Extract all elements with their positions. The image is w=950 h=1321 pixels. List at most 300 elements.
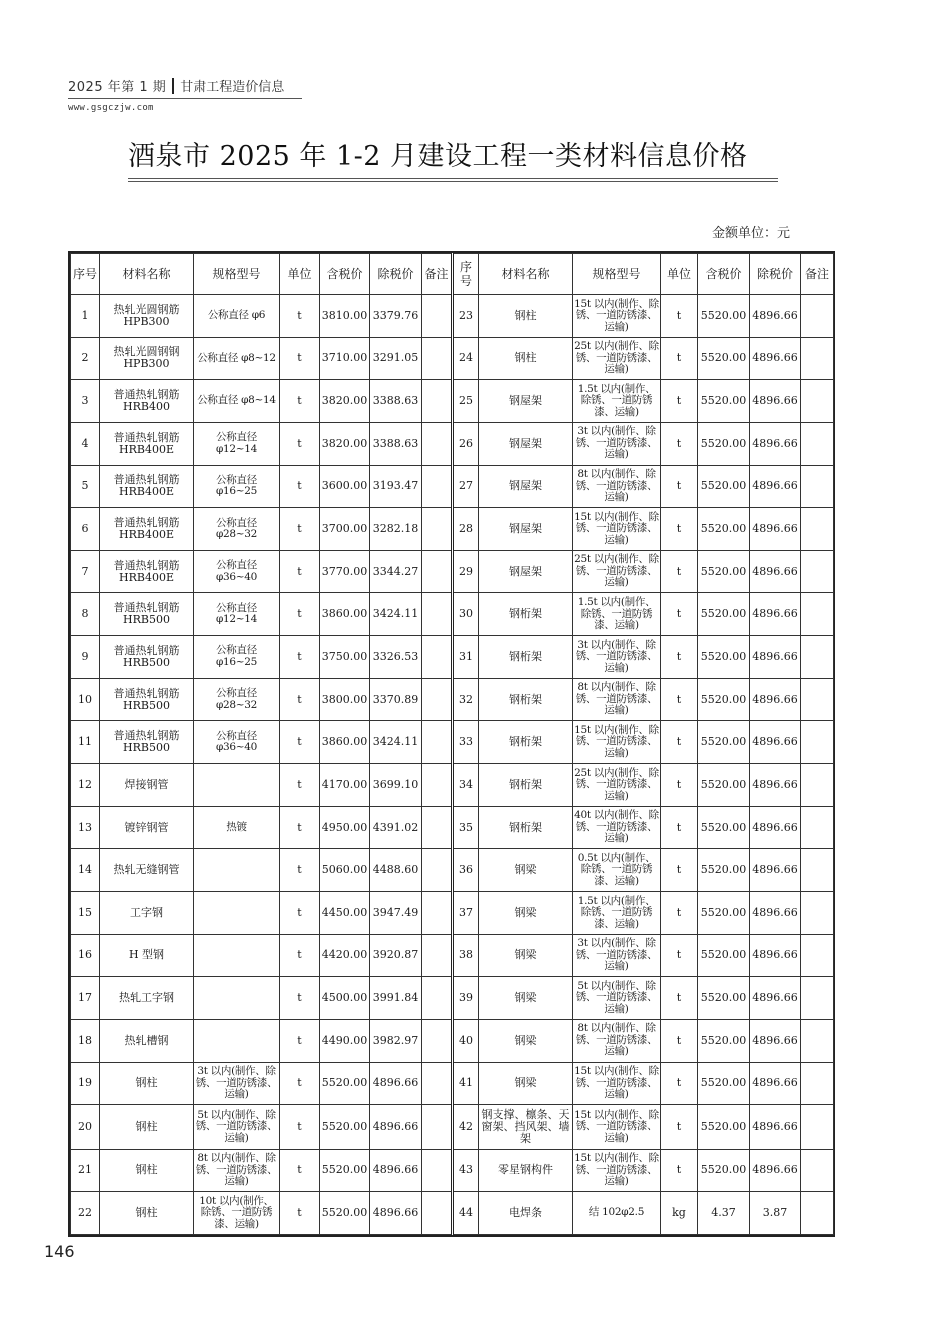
price-table [70, 253, 834, 1235]
note-cell [422, 295, 453, 338]
tax-incl-cell: 3600.00 [320, 465, 370, 508]
unit-cell: t [280, 550, 320, 593]
spec-cell: 公称直径 φ16~25 [194, 636, 280, 679]
tax-incl-cell: 4420.00 [320, 934, 370, 977]
tax-excl-cell: 4391.02 [370, 806, 422, 849]
tax-excl-cell: 3699.10 [370, 764, 422, 807]
seq-cell: 18 [71, 1019, 100, 1062]
tax-incl-cell-right: 5520.00 [698, 380, 750, 423]
header-tax-excl-right: 除税价 [750, 254, 801, 295]
tax-incl-cell: 4500.00 [320, 977, 370, 1020]
seq-cell-right: 27 [453, 465, 479, 508]
tax-excl-cell-right: 4896.66 [750, 977, 801, 1020]
spec-cell-right: 1.5t 以内(制作、除锈、一道防锈漆、运输) [573, 593, 661, 636]
table-row [71, 934, 834, 977]
tax-excl-cell: 3424.11 [370, 721, 422, 764]
name-cell: 普通热轧钢筋 HRB400E [100, 465, 194, 508]
tax-excl-cell: 3388.63 [370, 380, 422, 423]
tax-excl-cell-right: 4896.66 [750, 764, 801, 807]
seq-cell: 7 [71, 550, 100, 593]
unit-cell: t [280, 764, 320, 807]
tax-incl-cell: 4950.00 [320, 806, 370, 849]
tax-excl-cell-right: 4896.66 [750, 1062, 801, 1105]
title-underline [128, 178, 778, 179]
note-cell [422, 636, 453, 679]
tax-incl-cell-right: 5520.00 [698, 721, 750, 764]
name-cell: 钢柱 [100, 1062, 194, 1105]
seq-cell: 13 [71, 806, 100, 849]
tax-incl-cell: 5520.00 [320, 1149, 370, 1192]
price-table-container [68, 251, 835, 1237]
spec-cell: 公称直径 φ12~14 [194, 593, 280, 636]
spec-cell-right: 8t 以内(制作、除锈、一道防锈漆、运输) [573, 465, 661, 508]
spec-cell: 公称直径 φ8~14 [194, 380, 280, 423]
note-cell-right [801, 934, 834, 977]
seq-cell: 4 [71, 422, 100, 465]
unit-cell-right: t [661, 806, 698, 849]
name-cell: 钢柱 [100, 1192, 194, 1235]
note-cell [422, 849, 453, 892]
tax-incl-cell: 3860.00 [320, 721, 370, 764]
name-cell-right: 钢桁架 [479, 721, 573, 764]
table-row [71, 764, 834, 807]
tax-incl-cell: 5520.00 [320, 1062, 370, 1105]
unit-cell: t [280, 678, 320, 721]
note-cell-right [801, 465, 834, 508]
tax-incl-cell-right: 5520.00 [698, 849, 750, 892]
unit-cell: t [280, 849, 320, 892]
spec-cell-right: 3t 以内(制作、除锈、一道防锈漆、运输) [573, 636, 661, 679]
spec-cell-right: 5t 以内(制作、除锈、一道防锈漆、运输) [573, 977, 661, 1020]
unit-cell: t [280, 1105, 320, 1149]
unit-cell-right: t [661, 891, 698, 934]
tax-excl-cell-right: 4896.66 [750, 380, 801, 423]
seq-cell-right: 43 [453, 1149, 479, 1192]
seq-cell: 3 [71, 380, 100, 423]
tax-excl-cell: 3291.05 [370, 337, 422, 380]
note-cell-right [801, 721, 834, 764]
seq-cell: 9 [71, 636, 100, 679]
note-cell [422, 934, 453, 977]
tax-incl-cell-right: 5520.00 [698, 295, 750, 338]
header-unit: 单位 [280, 254, 320, 295]
note-cell-right [801, 1062, 834, 1105]
seq-cell: 5 [71, 465, 100, 508]
name-cell: 热轧光圆钢钢 HPB300 [100, 337, 194, 380]
tax-excl-cell: 3388.63 [370, 422, 422, 465]
name-cell-right: 钢桁架 [479, 764, 573, 807]
tax-excl-cell: 3282.18 [370, 508, 422, 551]
tax-incl-cell-right: 5520.00 [698, 678, 750, 721]
name-cell-right: 钢梁 [479, 891, 573, 934]
tax-excl-cell-right: 4896.66 [750, 1105, 801, 1149]
spec-cell-right: 8t 以内(制作、除锈、一道防锈漆、运输) [573, 678, 661, 721]
tax-excl-cell-right: 4896.66 [750, 465, 801, 508]
header-name-right: 材料名称 [479, 254, 573, 295]
website-url: www.gsgczjw.com [68, 103, 154, 113]
name-cell-right: 钢桁架 [479, 636, 573, 679]
table-row [71, 422, 834, 465]
table-row [71, 849, 834, 892]
seq-cell-right: 23 [453, 295, 479, 338]
seq-cell-right: 30 [453, 593, 479, 636]
unit-cell-right: t [661, 1105, 698, 1149]
seq-cell-right: 40 [453, 1019, 479, 1062]
title-block [128, 140, 778, 182]
spec-cell-right: 15t 以内(制作、除锈、一道防锈漆、运输) [573, 1105, 661, 1149]
name-cell: 普通热轧钢筋 HRB500 [100, 721, 194, 764]
table-row [71, 508, 834, 551]
unit-cell: t [280, 465, 320, 508]
unit-cell-right: t [661, 550, 698, 593]
tax-incl-cell-right: 4.37 [698, 1192, 750, 1235]
tax-excl-cell-right: 4896.66 [750, 1149, 801, 1192]
table-row [71, 891, 834, 934]
unit-cell: t [280, 806, 320, 849]
note-cell-right [801, 380, 834, 423]
seq-cell: 20 [71, 1105, 100, 1149]
note-cell-right [801, 422, 834, 465]
note-cell [422, 977, 453, 1020]
tax-incl-cell-right: 5520.00 [698, 422, 750, 465]
table-body [71, 295, 834, 1235]
name-cell-right: 钢屋架 [479, 380, 573, 423]
spec-cell-right: 3t 以内(制作、除锈、一道防锈漆、运输) [573, 934, 661, 977]
note-cell [422, 593, 453, 636]
spec-cell-right: 8t 以内(制作、除锈、一道防锈漆、运输) [573, 1019, 661, 1062]
tax-excl-cell-right: 4896.66 [750, 891, 801, 934]
spec-cell: 10t 以内(制作、除锈、一道防锈漆、运输) [194, 1192, 280, 1235]
tax-incl-cell-right: 5520.00 [698, 806, 750, 849]
table-row [71, 678, 834, 721]
table-row [71, 1192, 834, 1235]
unit-cell: t [280, 1149, 320, 1192]
unit-cell-right: t [661, 849, 698, 892]
spec-cell: 公称直径 φ36~40 [194, 721, 280, 764]
note-cell-right [801, 891, 834, 934]
spec-cell-right: 3t 以内(制作、除锈、一道防锈漆、运输) [573, 422, 661, 465]
unit-cell-right: t [661, 1062, 698, 1105]
tax-excl-cell-right: 4896.66 [750, 593, 801, 636]
name-cell-right: 钢屋架 [479, 550, 573, 593]
header-issue-line [68, 76, 302, 99]
tax-incl-cell: 5520.00 [320, 1192, 370, 1235]
page-header [68, 76, 302, 113]
tax-excl-cell: 4488.60 [370, 849, 422, 892]
spec-cell [194, 977, 280, 1020]
spec-cell-right: 25t 以内(制作、除锈、一道防锈漆、运输) [573, 337, 661, 380]
spec-cell: 公称直径 φ28~32 [194, 678, 280, 721]
seq-cell-right: 44 [453, 1192, 479, 1235]
spec-cell [194, 849, 280, 892]
spec-cell [194, 1019, 280, 1062]
seq-cell-right: 25 [453, 380, 479, 423]
note-cell-right [801, 1149, 834, 1192]
name-cell: 普通热轧钢筋 HRB400E [100, 422, 194, 465]
note-cell [422, 721, 453, 764]
tax-incl-cell: 3700.00 [320, 508, 370, 551]
name-cell-right: 钢梁 [479, 849, 573, 892]
unit-cell: t [280, 593, 320, 636]
table-row [71, 721, 834, 764]
unit-cell-right: t [661, 678, 698, 721]
spec-cell: 5t 以内(制作、除锈、一道防锈漆、运输) [194, 1105, 280, 1149]
note-cell-right [801, 337, 834, 380]
tax-incl-cell-right: 5520.00 [698, 508, 750, 551]
tax-excl-cell: 4896.66 [370, 1105, 422, 1149]
note-cell-right [801, 636, 834, 679]
tax-excl-cell: 3193.47 [370, 465, 422, 508]
name-cell-right: 钢支撑、檩条、天窗架、挡风架、墙架 [479, 1105, 573, 1149]
currency-unit-note: 金额单位：元 [711, 226, 790, 241]
spec-cell-right: 15t 以内(制作、除锈、一道防锈漆、运输) [573, 295, 661, 338]
seq-cell-right: 37 [453, 891, 479, 934]
unit-cell-right: t [661, 593, 698, 636]
tax-incl-cell: 3820.00 [320, 380, 370, 423]
header-seq-right: 序号 [453, 254, 479, 295]
seq-cell-right: 33 [453, 721, 479, 764]
table-row [71, 1149, 834, 1192]
note-cell-right [801, 806, 834, 849]
name-cell-right: 钢桁架 [479, 678, 573, 721]
title-underline-second [128, 181, 778, 182]
name-cell: 热轧无缝钢管 [100, 849, 194, 892]
tax-incl-cell-right: 5520.00 [698, 1019, 750, 1062]
seq-cell-right: 36 [453, 849, 479, 892]
seq-cell: 12 [71, 764, 100, 807]
spec-cell-right: 结 102φ2.5 [573, 1192, 661, 1235]
tax-incl-cell: 3820.00 [320, 422, 370, 465]
name-cell-right: 钢梁 [479, 1019, 573, 1062]
table-row [71, 806, 834, 849]
seq-cell-right: 35 [453, 806, 479, 849]
seq-cell-right: 24 [453, 337, 479, 380]
seq-cell-right: 39 [453, 977, 479, 1020]
tax-excl-cell-right: 4896.66 [750, 550, 801, 593]
name-cell: 普通热轧钢筋 HRB400 [100, 380, 194, 423]
tax-excl-cell: 3370.89 [370, 678, 422, 721]
unit-cell-right: t [661, 721, 698, 764]
tax-incl-cell: 4170.00 [320, 764, 370, 807]
tax-excl-cell: 3991.84 [370, 977, 422, 1020]
spec-cell-right: 25t 以内(制作、除锈、一道防锈漆、运输) [573, 550, 661, 593]
tax-excl-cell: 4896.66 [370, 1149, 422, 1192]
name-cell-right: 钢柱 [479, 337, 573, 380]
name-cell-right: 零星钢构件 [479, 1149, 573, 1192]
name-cell: 普通热轧钢筋 HRB500 [100, 636, 194, 679]
unit-cell: t [280, 380, 320, 423]
name-cell-right: 钢梁 [479, 977, 573, 1020]
note-cell-right [801, 593, 834, 636]
note-cell [422, 1149, 453, 1192]
tax-excl-cell: 3344.27 [370, 550, 422, 593]
spec-cell-right: 15t 以内(制作、除锈、一道防锈漆、运输) [573, 721, 661, 764]
seq-cell-right: 41 [453, 1062, 479, 1105]
tax-incl-cell-right: 5520.00 [698, 891, 750, 934]
note-cell [422, 1062, 453, 1105]
name-cell-right: 钢屋架 [479, 465, 573, 508]
tax-incl-cell-right: 5520.00 [698, 593, 750, 636]
seq-cell: 6 [71, 508, 100, 551]
note-cell [422, 380, 453, 423]
tax-incl-cell-right: 5520.00 [698, 337, 750, 380]
header-name: 材料名称 [100, 254, 194, 295]
spec-cell: 8t 以内(制作、除锈、一道防锈漆、运输) [194, 1149, 280, 1192]
tax-incl-cell-right: 5520.00 [698, 1062, 750, 1105]
name-cell-right: 钢屋架 [479, 422, 573, 465]
tax-incl-cell-right: 5520.00 [698, 764, 750, 807]
header-separator [172, 78, 174, 94]
name-cell: 钢柱 [100, 1105, 194, 1149]
tax-excl-cell: 4896.66 [370, 1062, 422, 1105]
unit-cell: t [280, 508, 320, 551]
seq-cell: 17 [71, 977, 100, 1020]
note-cell [422, 1019, 453, 1062]
header-spec-right: 规格型号 [573, 254, 661, 295]
spec-cell: 公称直径 φ16~25 [194, 465, 280, 508]
name-cell-right: 钢柱 [479, 295, 573, 338]
unit-cell: t [280, 1192, 320, 1235]
unit-cell-right: t [661, 380, 698, 423]
header-tax-incl-right: 含税价 [698, 254, 750, 295]
table-row [71, 337, 834, 380]
spec-cell: 公称直径 φ12~14 [194, 422, 280, 465]
seq-cell: 11 [71, 721, 100, 764]
tax-incl-cell: 3860.00 [320, 593, 370, 636]
spec-cell [194, 891, 280, 934]
unit-cell-right: t [661, 1149, 698, 1192]
tax-excl-cell: 4896.66 [370, 1192, 422, 1235]
name-cell: 普通热轧钢筋 HRB500 [100, 593, 194, 636]
spec-cell-right: 1.5t 以内(制作、除锈、一道防锈漆、运输) [573, 380, 661, 423]
table-row [71, 550, 834, 593]
name-cell: 镀锌钢管 [100, 806, 194, 849]
unit-cell-right: t [661, 934, 698, 977]
tax-incl-cell: 3800.00 [320, 678, 370, 721]
tax-excl-cell: 3947.49 [370, 891, 422, 934]
unit-cell: t [280, 636, 320, 679]
seq-cell: 19 [71, 1062, 100, 1105]
seq-cell-right: 26 [453, 422, 479, 465]
tax-incl-cell-right: 5520.00 [698, 1149, 750, 1192]
name-cell-right: 电焊条 [479, 1192, 573, 1235]
spec-cell: 3t 以内(制作、除锈、一道防锈漆、运输) [194, 1062, 280, 1105]
tax-incl-cell: 3750.00 [320, 636, 370, 679]
note-cell [422, 891, 453, 934]
tax-excl-cell-right: 4896.66 [750, 721, 801, 764]
tax-incl-cell: 4490.00 [320, 1019, 370, 1062]
spec-cell: 公称直径 φ8~12 [194, 337, 280, 380]
table-row [71, 1019, 834, 1062]
tax-incl-cell-right: 5520.00 [698, 550, 750, 593]
spec-cell-right: 15t 以内(制作、除锈、一道防锈漆、运输) [573, 1062, 661, 1105]
unit-cell: t [280, 977, 320, 1020]
tax-incl-cell: 5060.00 [320, 849, 370, 892]
unit-cell-right: t [661, 764, 698, 807]
seq-cell-right: 31 [453, 636, 479, 679]
spec-cell: 公称直径 φ36~40 [194, 550, 280, 593]
tax-incl-cell: 5520.00 [320, 1105, 370, 1149]
tax-excl-cell-right: 4896.66 [750, 1019, 801, 1062]
header-note: 备注 [422, 254, 453, 295]
issue-label: 2025 年第 1 期 [68, 80, 167, 95]
spec-cell-right: 1.5t 以内(制作、除锈、一道防锈漆、运输) [573, 891, 661, 934]
name-cell: 普通热轧钢筋 HRB400E [100, 550, 194, 593]
table-row [71, 465, 834, 508]
unit-cell: t [280, 1019, 320, 1062]
header-tax-excl: 除税价 [370, 254, 422, 295]
tax-incl-cell-right: 5520.00 [698, 465, 750, 508]
seq-cell: 8 [71, 593, 100, 636]
seq-cell-right: 32 [453, 678, 479, 721]
tax-incl-cell: 3710.00 [320, 337, 370, 380]
header-spec: 规格型号 [194, 254, 280, 295]
table-row [71, 380, 834, 423]
note-cell [422, 1192, 453, 1235]
unit-cell-right: t [661, 636, 698, 679]
note-cell-right [801, 1105, 834, 1149]
tax-excl-cell-right: 3.87 [750, 1192, 801, 1235]
table-row [71, 1062, 834, 1105]
note-cell-right [801, 849, 834, 892]
unit-cell: t [280, 934, 320, 977]
name-cell: 热轧工字钢 [100, 977, 194, 1020]
note-cell-right [801, 678, 834, 721]
note-cell-right [801, 508, 834, 551]
seq-cell: 14 [71, 849, 100, 892]
table-header-row [71, 254, 834, 295]
table-row [71, 295, 834, 338]
spec-cell-right: 15t 以内(制作、除锈、一道防锈漆、运输) [573, 508, 661, 551]
seq-cell-right: 42 [453, 1105, 479, 1149]
header-unit-right: 单位 [661, 254, 698, 295]
unit-cell-right: t [661, 337, 698, 380]
tax-excl-cell: 3424.11 [370, 593, 422, 636]
name-cell: 普通热轧钢筋 HRB500 [100, 678, 194, 721]
tax-excl-cell-right: 4896.66 [750, 508, 801, 551]
spec-cell-right: 40t 以内(制作、除锈、一道防锈漆、运输) [573, 806, 661, 849]
unit-cell-right: t [661, 977, 698, 1020]
tax-excl-cell: 3920.87 [370, 934, 422, 977]
tax-incl-cell-right: 5520.00 [698, 934, 750, 977]
tax-excl-cell-right: 4896.66 [750, 422, 801, 465]
note-cell [422, 764, 453, 807]
tax-incl-cell-right: 5520.00 [698, 1105, 750, 1149]
seq-cell: 2 [71, 337, 100, 380]
name-cell: 钢柱 [100, 1149, 194, 1192]
note-cell-right [801, 977, 834, 1020]
note-cell [422, 806, 453, 849]
unit-cell: t [280, 721, 320, 764]
unit-cell-right: kg [661, 1192, 698, 1235]
tax-excl-cell-right: 4896.66 [750, 806, 801, 849]
tax-incl-cell: 3810.00 [320, 295, 370, 338]
name-cell: 热轧槽钢 [100, 1019, 194, 1062]
unit-cell-right: t [661, 1019, 698, 1062]
spec-cell-right: 15t 以内(制作、除锈、一道防锈漆、运输) [573, 1149, 661, 1192]
note-cell-right [801, 764, 834, 807]
tax-incl-cell: 4450.00 [320, 891, 370, 934]
name-cell: 热轧光圆钢筋 HPB300 [100, 295, 194, 338]
header-seq: 序号 [71, 254, 100, 295]
tax-excl-cell: 3379.76 [370, 295, 422, 338]
header-note-right: 备注 [801, 254, 834, 295]
seq-cell-right: 28 [453, 508, 479, 551]
tax-excl-cell-right: 4896.66 [750, 934, 801, 977]
unit-cell: t [280, 1062, 320, 1105]
name-cell: H 型钢 [100, 934, 194, 977]
seq-cell: 21 [71, 1149, 100, 1192]
